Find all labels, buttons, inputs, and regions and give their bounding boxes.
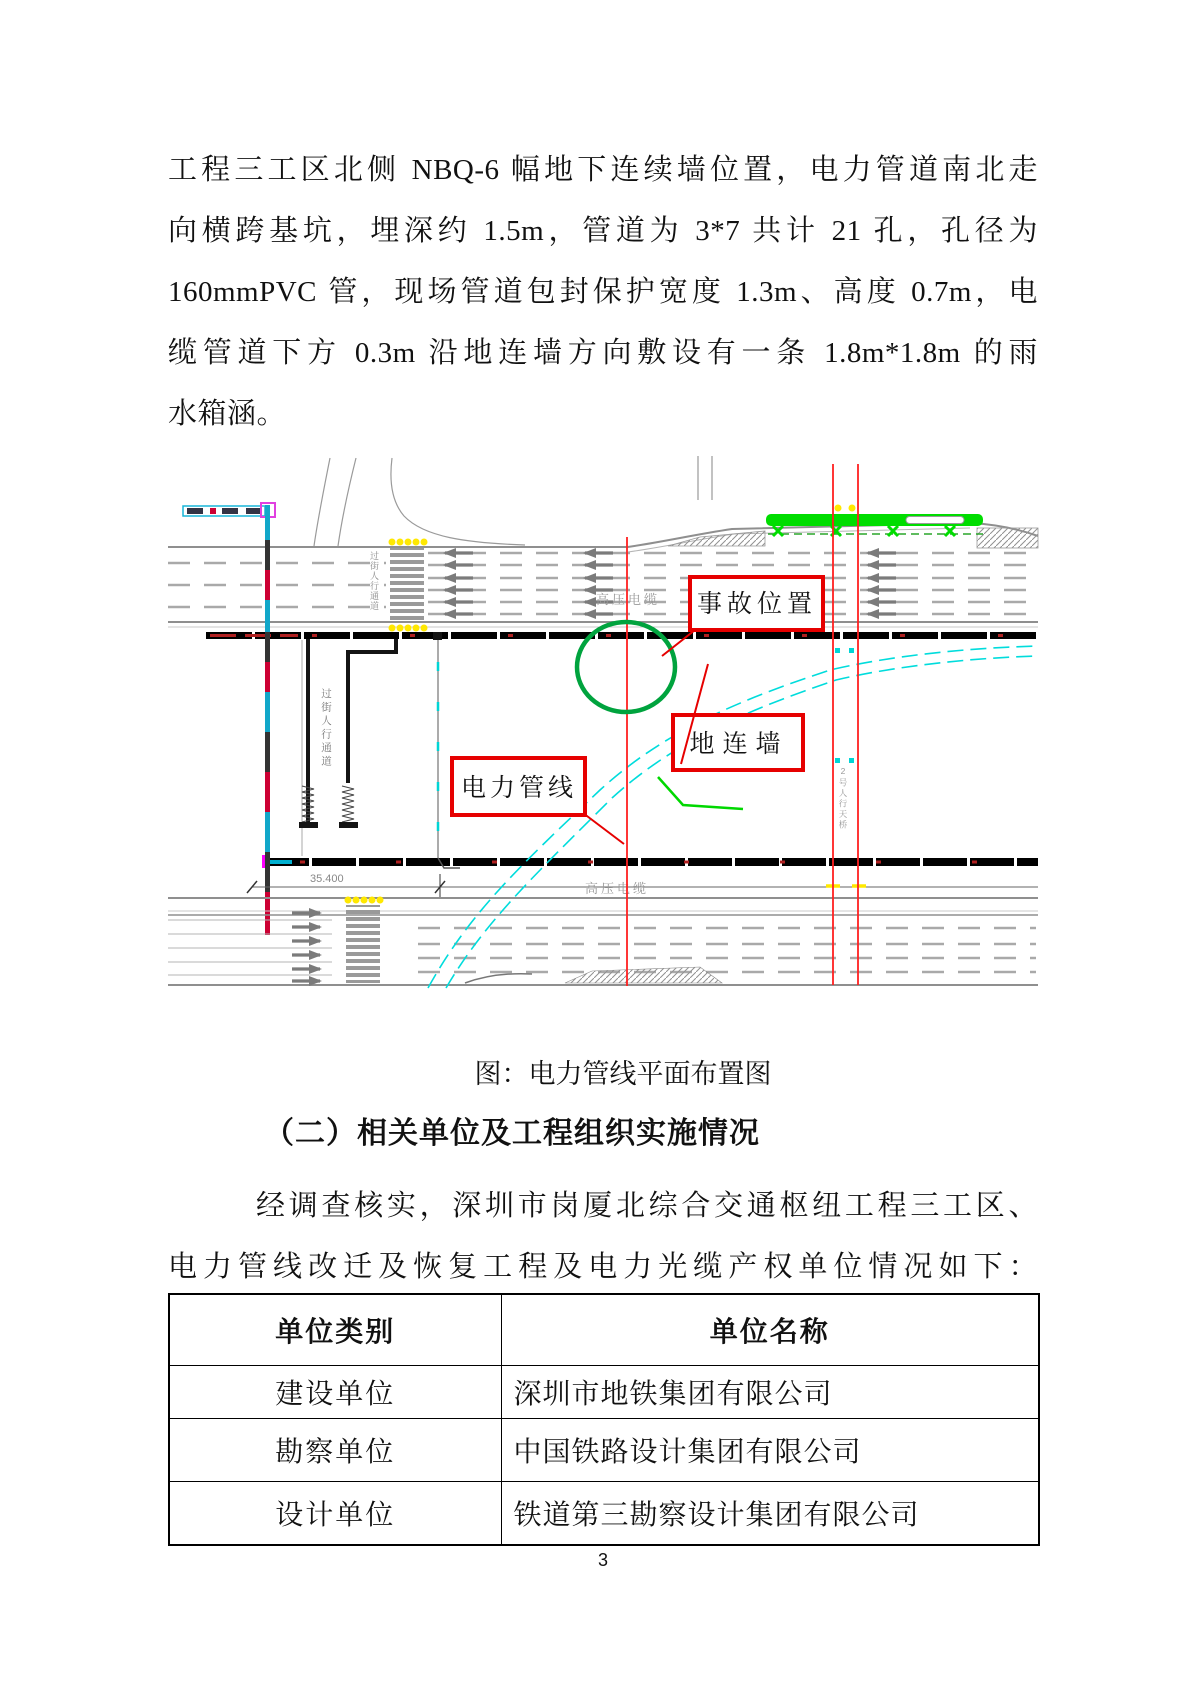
cell-category: 设计单位 [169, 1482, 501, 1546]
paragraph-line: 水箱涵。 [168, 398, 287, 430]
header-unit-name: 单位名称 [501, 1294, 1039, 1366]
cell-category: 建设单位 [169, 1366, 501, 1419]
page-number: 3 [597, 1550, 608, 1570]
footbridge [766, 505, 983, 537]
paragraph-line: 电力管线改迁及恢复工程及电力光缆产权单位情况如下： [168, 1251, 1038, 1283]
crosswalk-bottom [346, 905, 380, 983]
figure-caption: 图：电力管线平面布置图 [474, 1059, 772, 1089]
table-header-row [169, 1294, 1039, 1366]
bottom-road [168, 897, 1038, 987]
hv-cable-top-text: 高压电缆 [596, 592, 661, 607]
dimension-text: 35.400 [310, 873, 344, 885]
cell-category: 勘察单位 [169, 1419, 501, 1482]
body-paragraph-1 [168, 140, 1038, 445]
pit-divider-line [433, 632, 460, 868]
power-pipeline-label [452, 758, 624, 844]
header-unit-category: 单位类别 [169, 1294, 501, 1366]
table-row [169, 1366, 1039, 1419]
power-pipeline-plan-figure [168, 453, 1040, 1047]
cell-name: 深圳市地铁集团有限公司 [501, 1366, 1039, 1419]
cell-name: 铁道第三勘察设计集团有限公司 [501, 1482, 1039, 1546]
paragraph-line: 工程三工区北侧 NBQ-6 幅地下连续墙位置，电力管道南北走 [168, 154, 1038, 186]
paragraph-line: 缆管道下方 0.3m 沿地连墙方向敷设有一条 1.8m*1.8m 的雨 [168, 337, 1038, 369]
hv-cable-bottom-text: 高压电缆 [585, 881, 650, 896]
body-paragraph-2 [168, 1176, 1038, 1298]
lane-arrows-west [443, 548, 896, 619]
svg-text:事故位置: 事故位置 [696, 590, 818, 618]
dimension-line [247, 873, 1038, 898]
section-heading: （二）相关单位及工程组织实施情况 [264, 1117, 760, 1150]
table-row [169, 1482, 1039, 1546]
footbridge-text: 2号人行天桥 [838, 766, 848, 831]
pedestrian-underpass [299, 639, 396, 856]
paragraph-line: 向横跨基坑，埋深约 1.5m，管道为 3*7 共计 21 孔，孔径为 [168, 215, 1038, 247]
crosswalk-text: 过街人行通道 [369, 551, 379, 611]
crosswalk-top [390, 548, 424, 622]
svg-text:电力管线: 电力管线 [460, 774, 578, 802]
cell-name: 中国铁路设计集团有限公司 [501, 1419, 1039, 1482]
paragraph-line: 160mmPVC 管，现场管道包封保护宽度 1.3m、高度 0.7m，电 [168, 276, 1038, 308]
cable-markers [835, 648, 854, 763]
green-pipeline-mark [658, 777, 743, 809]
svg-text:地连墙: 地连墙 [689, 730, 789, 758]
diaphragm-wall-label [673, 664, 803, 770]
organizations-table [168, 1293, 1040, 1546]
paragraph-line: 经调查核实，深圳市岗厦北综合交通枢纽工程三工区、 [256, 1190, 1038, 1222]
utility-line-left [183, 503, 275, 935]
table-row [169, 1419, 1039, 1482]
underpass-label: 过街人行通道 [320, 688, 332, 769]
